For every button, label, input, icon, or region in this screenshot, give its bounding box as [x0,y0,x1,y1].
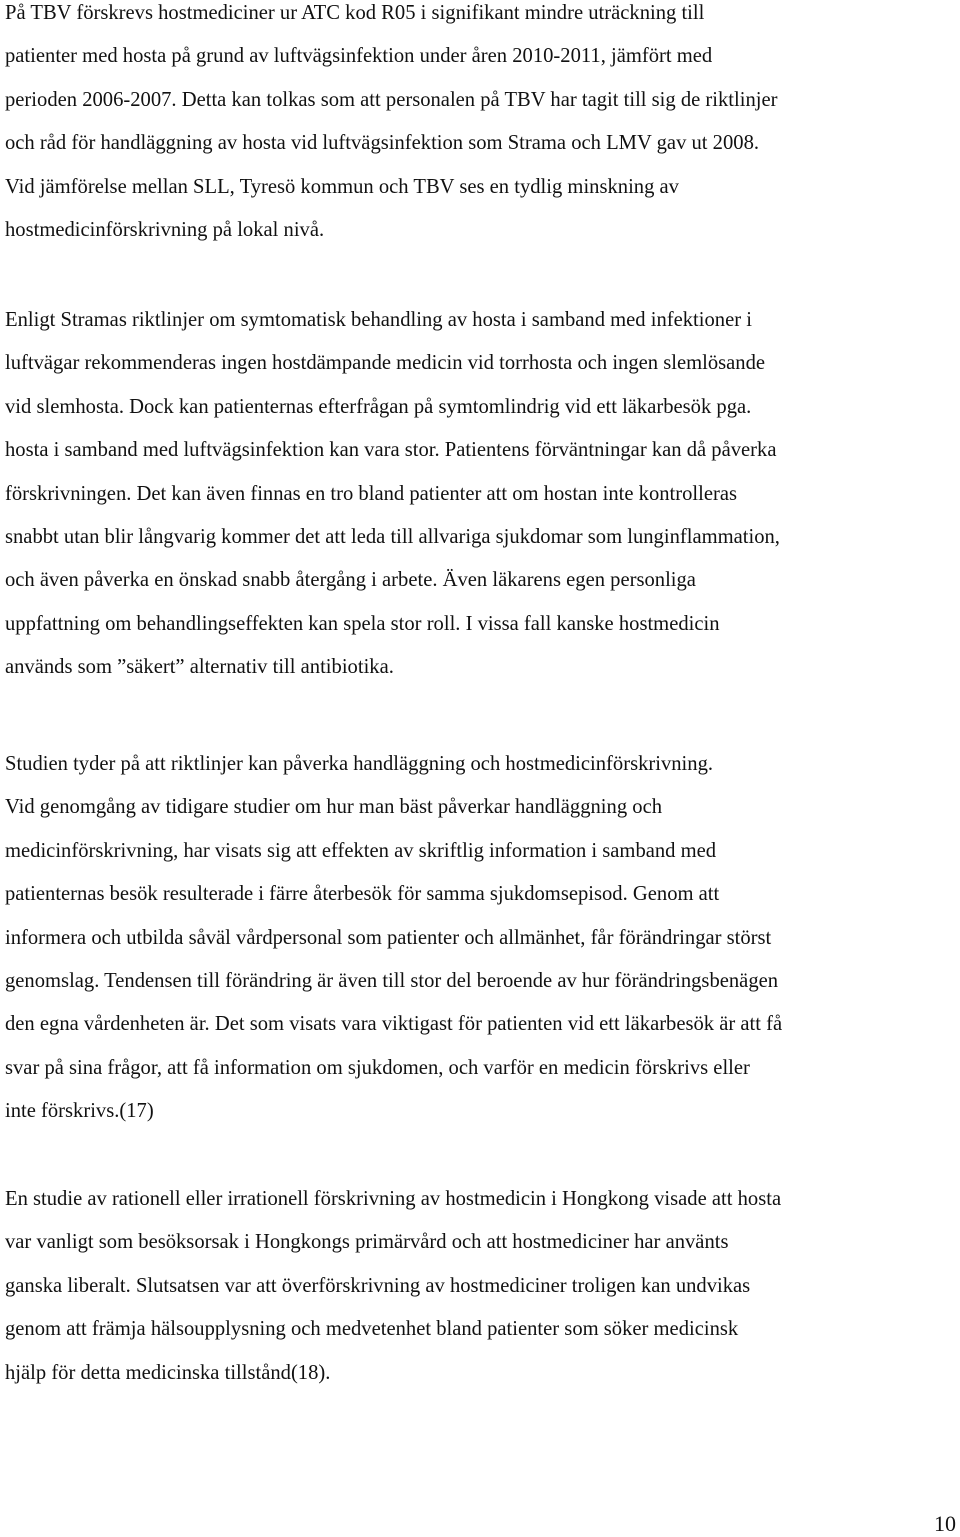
text-line: Studien tyder på att riktlinjer kan påverka handläggning och hostmedicinförskrivning. [5,753,714,775]
text-line: och råd för handläggning av hosta vid luftvägsinfektion som Strama och LMV gav ut 2008. [5,132,760,155]
text-line: den egna vårdenheten är. Det som visats vara viktigast för patienten vid ett läkarbesök är att få [5,1013,783,1036]
text-line: medicinförskrivning, har visats sig att effekten av skriftlig information i samband med [5,839,717,862]
text-line: informera och utbilda såväl vårdpersonal som patienter och allmänhet, får förändringar störst [5,926,772,949]
text-line: genomslag. Tendensen till förändring är även till stor del beroende av hur förändringsbenägen [5,969,779,992]
text-line: inte förskrivs.(17) [5,1100,154,1123]
paragraph-strama-guidelines [5,299,957,690]
text-line: perioden 2006-2007. Detta kan tolkas som att personalen på TBV har tagit till sig de riktlinjer [5,88,778,111]
text-line: uppfattning om behandlingseffekten kan spela stor roll. I vissa fall kanske hostmedicin [5,612,720,635]
text-line: snabbt utan blir långvarig kommer det att leda till allvariga sjukdomar som lunginflammation, [5,525,780,548]
text-line: Enligt Stramas riktlinjer om symtomatisk behandling av hosta i samband med infektioner i [5,309,752,331]
text-line: genom att främja hälsoupplysning och medvetenhet bland patienter som söker medicinsk [5,1318,739,1341]
text-line: patienternas besök resulterade i färre återbesök för samma sjukdomsepisod. Genom att [5,883,720,906]
text-line: vid slemhosta. Dock kan patienternas efterfrågan på symtomlindrig vid ett läkarbesök pga. [5,395,752,418]
paragraph-hongkong-study [5,1178,957,1395]
paragraph-tbv-results [5,0,957,252]
text-line: hosta i samband med luftvägsinfektion kan vara stor. Patientens förväntningar kan då påverka [5,439,777,462]
text-line: hjälp för detta medicinska tillstånd(18). [5,1361,331,1384]
text-line: hostmedicinförskrivning på lokal nivå. [5,218,325,241]
text-line: var vanligt som besöksorsak i Hongkongs primärvård och att hostmediciner har använts [5,1231,729,1254]
text-line: På TBV förskrevs hostmediciner ur ATC kod R05 i signifikant mindre uträckning till [5,2,705,24]
text-line: förskrivningen. Det kan även finnas en tro bland patienter att om hostan inte kontrolleras [5,482,738,505]
text-line: och även påverka en önskad snabb återgång i arbete. Även läkarens egen personliga [5,569,696,592]
text-line: svar på sina frågor, att få information om sjukdomen, och varför en medicin förskrivs eller [5,1056,750,1079]
text-line: luftvägar rekommenderas ingen hostdämpande medicin vid torrhosta och ingen slemlösande [5,352,766,375]
text-line: Vid jämförelse mellan SLL, Tyresö kommun och TBV ses en tydlig minskning av [5,175,679,198]
text-line: används som ”säkert” alternativ till antibiotika. [5,656,394,679]
text-line: patienter med hosta på grund av luftvägsinfektion under åren 2010-2011, jämfört med [5,45,713,68]
text-line: Vid genomgång av tidigare studier om hur man bäst påverkar handläggning och [5,796,663,819]
text-line: En studie av rationell eller irrationell förskrivning av hostmedicin i Hongkong visade att hosta [5,1188,782,1210]
paragraph-study-guidelines [5,743,957,1134]
page-number: 10 [934,1511,956,1536]
text-line: ganska liberalt. Slutsatsen var att överförskrivning av hostmediciner troligen kan undvikas [5,1274,751,1297]
